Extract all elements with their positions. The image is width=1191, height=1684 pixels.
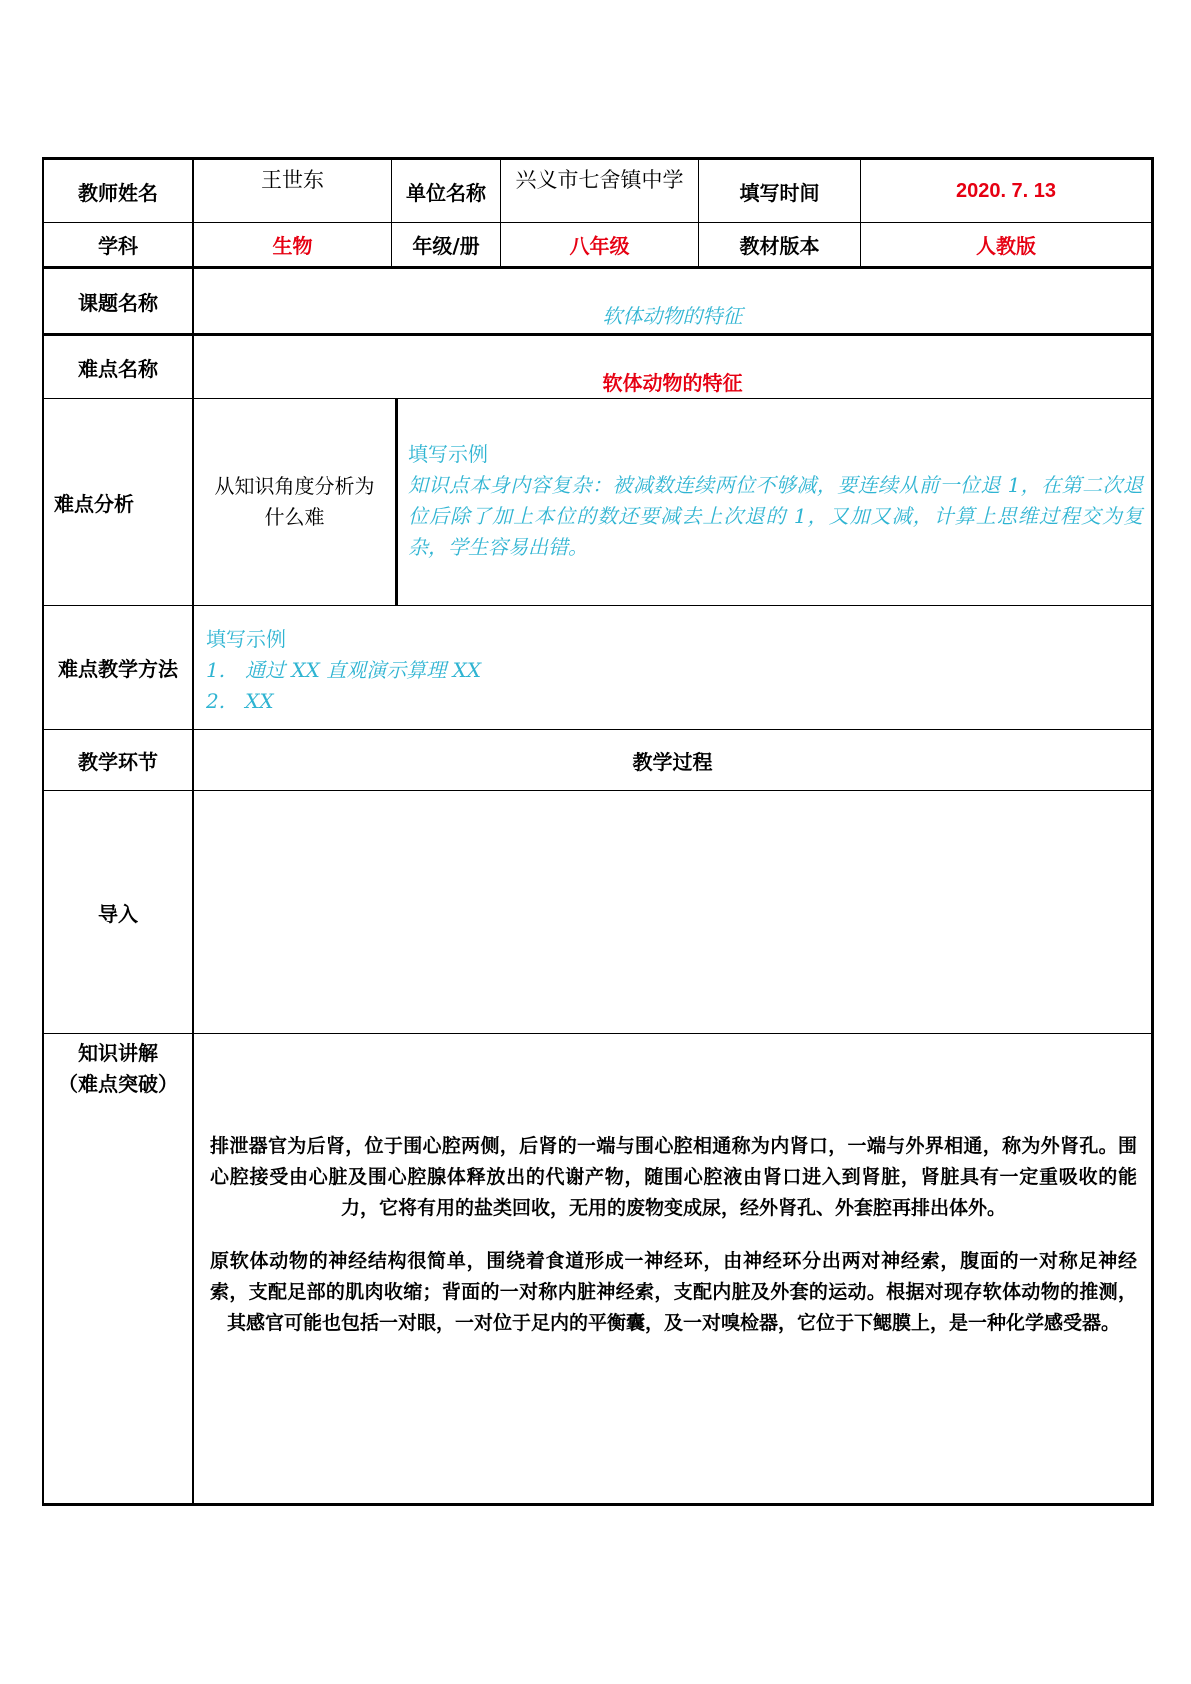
subject-label: 学科 — [98, 234, 138, 258]
teacher-name: 王世东 — [261, 168, 324, 192]
intro-label: 导入 — [98, 901, 138, 926]
analysis-label: 难点分析 — [54, 491, 134, 516]
method-content — [194, 606, 1151, 729]
edition-value: 人教版 — [976, 234, 1036, 258]
method-item: 2. XX — [206, 689, 274, 713]
topic-value: 软体动物的特征 — [602, 304, 743, 328]
table-bottom-border — [43, 1503, 1154, 1506]
analysis-sub-label: 从知识角度分析为什么难 — [214, 474, 375, 529]
knowledge-label — [44, 1034, 192, 1503]
unit-label: 单位名称 — [406, 180, 486, 205]
knowledge-label-line1: 知识讲解 — [78, 1041, 158, 1065]
analysis-example-title: 填写示例 — [408, 442, 488, 466]
difficulty-label: 难点名称 — [78, 356, 158, 381]
method-item: 1. 通过 XX 直观演示算理 XX — [206, 658, 482, 682]
difficulty-value: 软体动物的特征 — [602, 371, 743, 395]
teacher-label: 教师姓名 — [78, 180, 158, 205]
analysis-example — [398, 399, 1151, 605]
topic-label: 课题名称 — [78, 290, 158, 315]
process-header: 教学过程 — [632, 749, 713, 774]
stage-header: 教学环节 — [78, 749, 158, 774]
grade-value: 八年级 — [569, 234, 630, 258]
intro-content — [194, 791, 1151, 1033]
grade-label: 年级/册 — [412, 234, 480, 258]
subject-value: 生物 — [272, 234, 313, 258]
edition-label: 教材版本 — [739, 234, 820, 258]
table-right-border — [1151, 157, 1154, 1506]
date-label: 填写时间 — [739, 180, 820, 205]
knowledge-label-line2: （难点突破） — [58, 1072, 178, 1096]
knowledge-content — [194, 1034, 1151, 1503]
analysis-example-text: 知识点本身内容复杂：被减数连续两位不够减，要连续从前一位退 1，在第二次退位后除了加上本位的数还要减去上次退的 1，又加又减，计算上思维过程交为复杂，学生容易出错。 — [408, 473, 1143, 559]
method-label: 难点教学方法 — [58, 657, 178, 681]
method-example-title: 填写示例 — [206, 627, 286, 651]
knowledge-paragraph: 原软体动物的神经结构很简单，围绕着食道形成一神经环，由神经环分出两对神经索，腹面的一对称足神经索，支配足部的肌肉收缩；背面的一对称内脏神经索，支配内脏及外套的运动。根据对现存软体动物的推测，其感官可能也包括一对眼，一对位于足内的平衡囊，及一对嗅检器，它位于下鳃膜上，是一种化学感受器。 — [210, 1250, 1137, 1334]
unit-name: 兴义市七舍镇中学 — [515, 168, 684, 192]
date-value: 2020. 7. 13 — [955, 179, 1057, 202]
knowledge-paragraph: 排泄器官为后肾，位于围心腔两侧，后肾的一端与围心腔相通称为内肾口，一端与外界相通，称为外肾孔。围心腔接受由心脏及围心腔腺体释放出的代谢产物，随围心腔液由肾口进入到肾脏，肾脏具有一定重吸收的能力，它将有用的盐类回收，无用的废物变成尿，经外肾孔、外套腔再排出体外。 — [210, 1135, 1137, 1219]
